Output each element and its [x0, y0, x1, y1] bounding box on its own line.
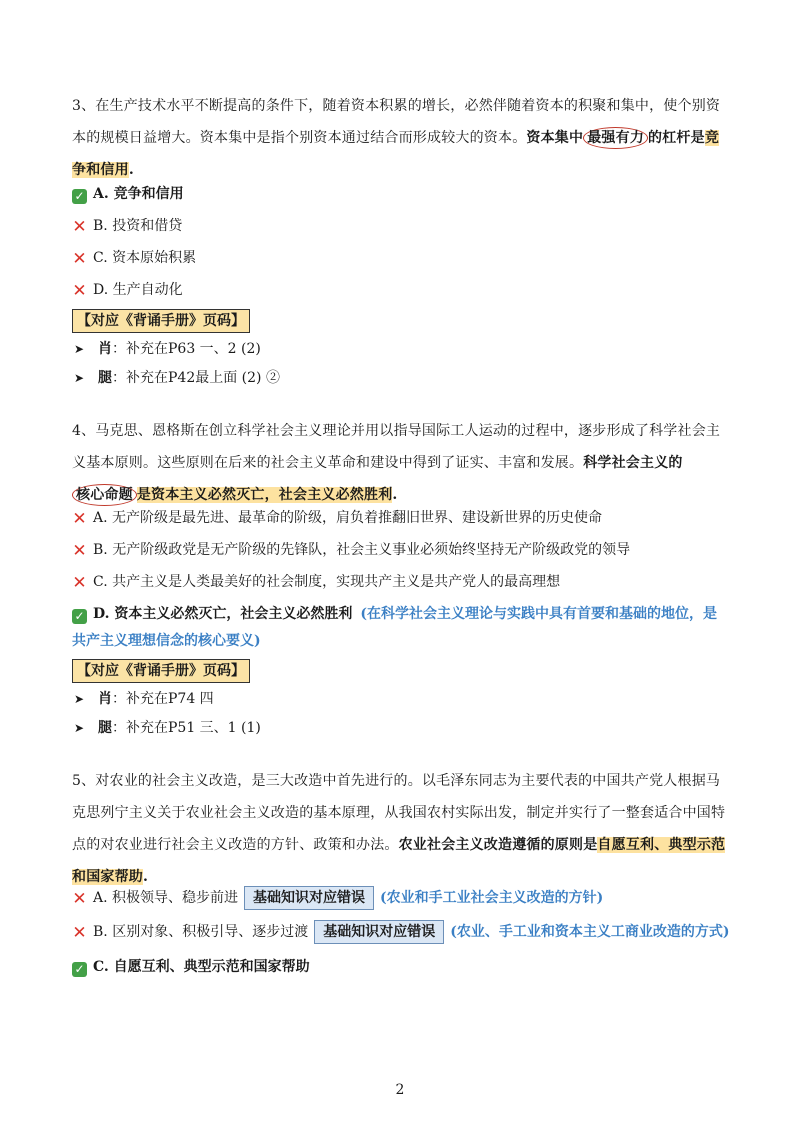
q4-ref-item-1 [74, 688, 214, 710]
q3-option-c [72, 247, 762, 269]
arrow-bullet-icon: ➤ [74, 692, 85, 706]
q3-option-b [72, 215, 762, 237]
green-check-icon: ✓ [72, 609, 87, 624]
q3-option-d [72, 279, 762, 301]
q5-option-a-text: A. 积极领导、稳步前进 [93, 890, 239, 906]
red-cross-icon: ✕ [72, 889, 87, 909]
q3-stem-bold-2: 的杠杆是 [648, 130, 705, 146]
ref-label: 腿 [98, 720, 112, 736]
q4-stem-bold: 科学社会主义的 [583, 455, 683, 471]
red-cross-icon: ✕ [72, 217, 87, 237]
question-3-stem [72, 90, 732, 186]
q3-stem-text: 3、在生产技术水平不断提高的条件下，随着资本积累的增长，必然伴随着资本的积聚和集中，使个别资本的规模日益增大。资本集中是指个别资本通过结合而形成较大的资本。 [72, 98, 721, 146]
q3-ref-item-1 [74, 338, 261, 360]
q5-highlighted-answer: 自愿互利、典型示范和国家帮助 [72, 837, 726, 885]
error-tag: 基础知识对应错误 [244, 886, 374, 910]
ref-label: 肖 [98, 691, 112, 707]
arrow-bullet-icon: ➤ [74, 371, 85, 385]
red-cross-icon: ✕ [72, 573, 87, 593]
q4-option-d-note-2: 共产主义理想信念的核心要义) [72, 633, 261, 649]
q4-option-c [72, 571, 762, 593]
red-cross-icon: ✕ [72, 541, 87, 561]
ref-label: 肖 [98, 341, 112, 357]
q4-option-b-text: B. 无产阶级政党是无产阶级的先锋队，社会主义事业必须始终坚持无产阶级政党的领导 [93, 542, 631, 558]
q4-stem-text: 4、马克思、恩格斯在创立科学社会主义理论并用以指导国际工人运动的过程中，逐步形成了科学社会主义基本原则。这些原则在后来的社会主义革命和建设中得到了证实、丰富和发展。 [72, 423, 721, 471]
ref-text: ：补充在P63 一、2 (2) [112, 341, 261, 357]
ref-text: ：补充在P74 四 [112, 691, 214, 707]
q4-highlighted-answer: 是资本主义必然灭亡，社会主义必然胜利 [136, 487, 393, 503]
q5-option-a-note: (农业和手工业社会主义改造的方针) [380, 890, 604, 906]
q3-option-a-text: A. 竞争和信用 [93, 186, 184, 202]
q3-option-b-text: B. 投资和借贷 [93, 218, 183, 234]
q3-circled-keyword: 最强有力 [583, 127, 648, 149]
q4-option-a [72, 507, 762, 529]
arrow-bullet-icon: ➤ [74, 342, 85, 356]
page-number: 2 [395, 1082, 405, 1098]
q5-option-b-text: B. 区别对象、积极引导、逐步过渡 [93, 924, 309, 940]
q5-stem-bold: 农业社会主义改造遵循的原则是 [398, 837, 598, 853]
q5-option-a [72, 886, 762, 910]
q5-option-b [72, 920, 762, 944]
q4-period: . [392, 487, 398, 503]
q4-ref-item-2 [74, 717, 261, 739]
green-check-icon: ✓ [72, 962, 87, 977]
q5-option-c [72, 956, 762, 978]
q3-period: . [128, 162, 134, 178]
q3-option-a [72, 183, 762, 205]
q3-ref-title: 【对应《背诵手册》页码】 [72, 309, 250, 333]
arrow-bullet-icon: ➤ [74, 721, 85, 735]
q4-circled-keyword: 核心命题 [72, 484, 137, 506]
q4-option-d-text: D. 资本主义必然灭亡，社会主义必然胜利 [93, 606, 353, 622]
q5-option-c-text: C. 自愿互利、典型示范和国家帮助 [93, 959, 310, 975]
q3-stem-bold: 资本集中 [526, 130, 584, 146]
q3-option-d-text: D. 生产自动化 [93, 282, 183, 298]
error-tag: 基础知识对应错误 [314, 920, 444, 944]
q4-option-d [72, 603, 762, 625]
q4-option-d-note: (在科学社会主义理论与实践中具有首要和基础的地位，是 [360, 606, 718, 622]
question-4-stem [72, 415, 732, 511]
q4-option-d-note-line-2 [72, 630, 762, 652]
red-cross-icon: ✕ [72, 923, 87, 943]
green-check-icon: ✓ [72, 189, 87, 204]
q3-option-c-text: C. 资本原始积累 [93, 250, 197, 266]
q4-option-b [72, 539, 762, 561]
red-cross-icon: ✕ [72, 281, 87, 301]
q4-option-c-text: C. 共产主义是人类最美好的社会制度，实现共产主义是共产党人的最高理想 [93, 574, 561, 590]
red-cross-icon: ✕ [72, 509, 87, 529]
ref-text: ：补充在P42最上面 (2) ② [112, 370, 280, 386]
ref-text: ：补充在P51 三、1 (1) [112, 720, 261, 736]
q5-option-b-note: (农业、手工业和资本主义工商业改造的方式) [450, 924, 730, 940]
red-cross-icon: ✕ [72, 249, 87, 269]
question-5-stem [72, 765, 732, 893]
q5-stem-text: 5、对农业的社会主义改造，是三大改造中首先进行的。以毛泽东同志为主要代表的中国共产党人根据马克思列宁主义关于农业社会主义改造的基本原理，从我国农村实际出发，制定并实行了一整套适合中国特点的对农业进行社会主义改造的方针、政策和办法。 [72, 773, 726, 853]
q4-option-a-text: A. 无产阶级是最先进、最革命的阶级，肩负着推翻旧世界、建设新世界的历史使命 [93, 510, 603, 526]
q4-ref-title: 【对应《背诵手册》页码】 [72, 659, 250, 683]
ref-label: 腿 [98, 370, 112, 386]
q3-ref-item-2 [74, 367, 280, 389]
q5-period: . [143, 869, 149, 885]
q3-highlighted-answer: 竞争和信用 [72, 130, 720, 178]
